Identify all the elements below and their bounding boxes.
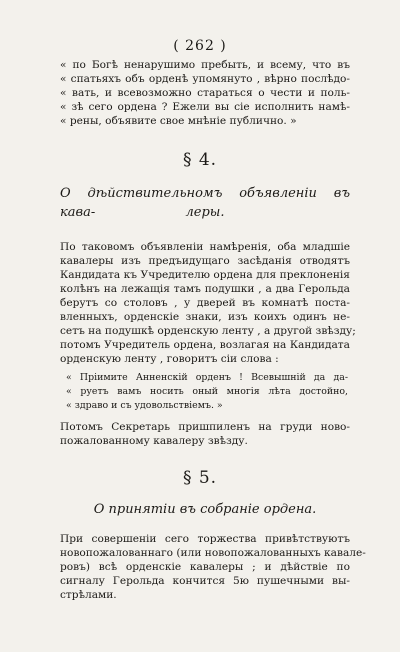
text-line: При совершеніи сего торжества привѣтствуютъ <box>60 533 350 545</box>
text-line: сигналу Герольда кончится 5ю пушечными вы- <box>60 575 350 587</box>
section-heading: § 4. <box>182 150 218 170</box>
text-line: « рены, объявите свое мнѣніе публично. » <box>60 115 297 127</box>
text-line: потомъ Учредитель ордена, возлагая на Кандидата <box>60 339 350 351</box>
text-line: кавалеры изъ предъидущаго засѣданія отводятъ <box>60 255 350 267</box>
section-title: О принятіи въ собраніе ордена. <box>93 502 317 517</box>
section-title: О дѣйствительномъ объявленіи въ кава- <box>60 186 350 220</box>
section-heading: § 5. <box>182 468 218 488</box>
text-line: берутъ со столовъ , у дверей въ комнатѣ поста- <box>60 297 350 309</box>
text-line: « спатьяхъ объ орденѣ упомянуто , вѣрно послѣдо- <box>60 73 350 85</box>
text-line: новопожалованнаго (или новопожалованныхъ кавале- <box>60 547 366 559</box>
text-line: По таковомъ объявленіи намѣренія, оба младшіе <box>60 241 350 253</box>
text-line: пожалованному кавалеру звѣзду. <box>60 435 248 447</box>
text-line: Кандидата къ Учредителю ордена для преклоненія <box>60 269 350 281</box>
text-line: « зѣ сего ордена ? Ежели вы сіе исполнить намѣ- <box>60 101 350 113</box>
text-line: ровъ) всѣ орденскіе кавалеры ; и дѣйствіе по <box>60 561 350 573</box>
text-line: Потомъ Секретарь пришпиленъ на груди ново- <box>60 421 350 433</box>
text-line: стрѣлами. <box>60 589 117 601</box>
page-number: ( 262 ) <box>173 38 227 54</box>
quote-line: « руетъ вамъ носить оный многія лѣта достойно, <box>66 386 348 397</box>
text-line: вленныхъ, орденскіе знаки, изъ коихъ одинъ не- <box>60 311 350 323</box>
quote-line: « Пріимите Анненскій орденъ ! Всевышній да да- <box>66 372 348 383</box>
section-title: леры. <box>185 205 225 220</box>
text-line: сетъ на подушкѣ орденскую ленту , а другой звѣзду; <box>60 325 356 337</box>
text-line: « вать, и всевозможно стараться о чести и поль- <box>60 87 350 99</box>
text-line: колѣнъ на лежащія тамъ подушки , а два Герольда <box>60 283 350 295</box>
text-line: « по Богѣ ненарушимо пребыть, и всему, что въ <box>60 59 350 71</box>
text-line: орденскую ленту , говоритъ сіи слова : <box>60 353 279 365</box>
quote-line: « здраво и съ удовольствіемъ. » <box>66 400 223 411</box>
